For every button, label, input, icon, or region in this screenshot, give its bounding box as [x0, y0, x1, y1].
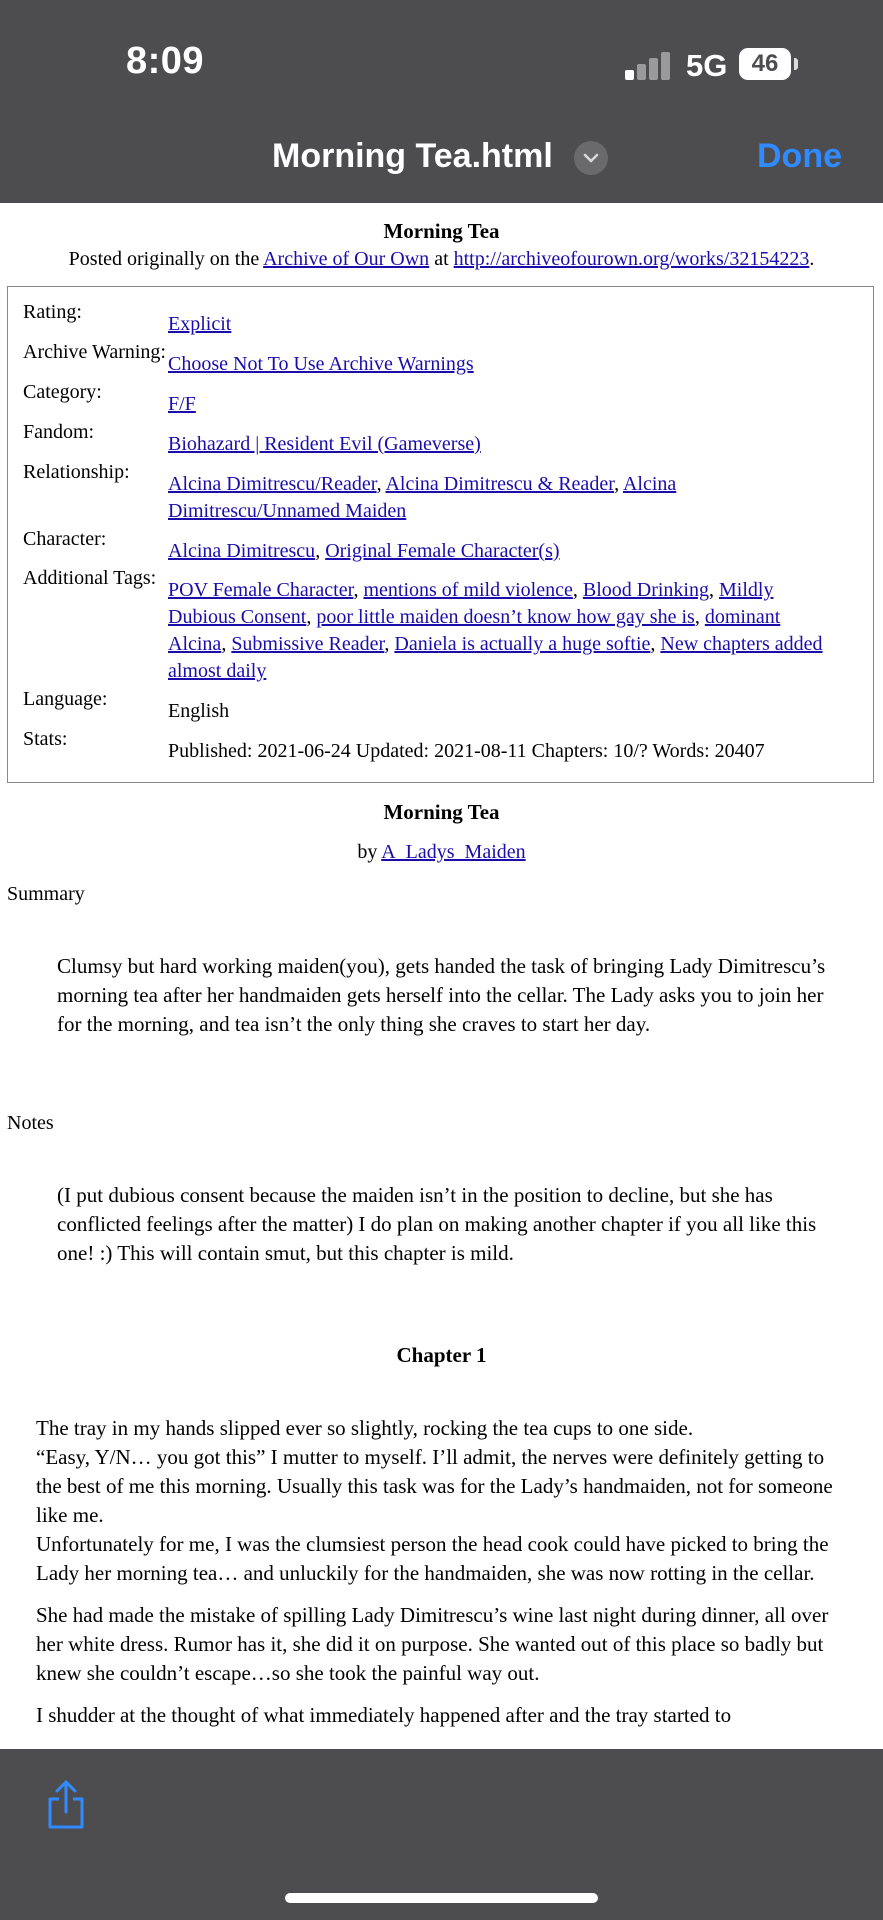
- relationship-link[interactable]: Alcina Dimitrescu/Reader: [168, 473, 377, 495]
- tags-label: Additional Tags:: [23, 567, 157, 589]
- category-label: Category:: [23, 381, 102, 403]
- chapter-heading: Chapter 1: [396, 1343, 487, 1367]
- tag-link[interactable]: mentions of mild violence: [363, 579, 573, 601]
- character-link[interactable]: Original Female Character(s): [325, 540, 560, 562]
- tag-link[interactable]: Mildly Dubious Consent: [168, 579, 774, 628]
- paragraph: The tray in my hands slipped ever so slightly, rocking the tea cups to one side.: [36, 1416, 694, 1440]
- work-title: Morning Tea: [383, 800, 500, 824]
- document-view[interactable]: [0, 203, 883, 1749]
- top-bar: [0, 0, 883, 203]
- tag-link[interactable]: Daniela is actually a huge softie: [394, 633, 651, 655]
- fandom-link[interactable]: Biohazard | Resident Evil (Gameverse): [168, 433, 481, 455]
- rating-label: Rating:: [23, 301, 82, 323]
- share-icon[interactable]: [45, 1779, 87, 1831]
- archive-link[interactable]: Archive of Our Own: [263, 248, 430, 270]
- rating-link[interactable]: Explicit: [168, 313, 232, 335]
- chevron-down-icon: [583, 152, 599, 164]
- home-indicator[interactable]: [285, 1893, 598, 1903]
- fandom-label: Fandom:: [23, 421, 95, 443]
- notes-heading: Notes: [7, 1112, 54, 1134]
- relationship-label: Relationship:: [23, 461, 130, 483]
- posted-line: [0, 248, 883, 271]
- summary-heading: Summary: [7, 883, 85, 905]
- battery-icon: 46: [739, 48, 791, 80]
- character-link[interactable]: Alcina Dimitrescu: [168, 540, 316, 562]
- tag-link[interactable]: POV Female Character: [168, 579, 354, 601]
- category-link[interactable]: F/F: [168, 393, 196, 415]
- done-button[interactable]: Done: [757, 137, 842, 175]
- signal-icon: [625, 50, 671, 80]
- tag-link[interactable]: dominant Alcina: [168, 606, 781, 655]
- page-title: Morning Tea: [383, 219, 500, 243]
- language-label: Language:: [23, 688, 108, 710]
- stats-label: Stats:: [23, 728, 68, 750]
- chapter-body: [36, 1414, 848, 1743]
- work-url-link[interactable]: http://archiveofourown.org/works/32154223: [453, 248, 810, 270]
- tag-link[interactable]: poor little maiden doesn’t know how gay she is: [316, 606, 695, 628]
- status-time: 8:09: [126, 40, 205, 82]
- language-value: English: [168, 700, 230, 722]
- network-type: 5G: [686, 48, 728, 83]
- summary-text: Clumsy but hard working maiden(you), gets handed the task of bringing Lady Dimitrescu’s morning tea after her handmaiden gets herself into the cellar. The Lady asks you to join her for the morning, and tea isn’t the only thing she craves to start her day.: [57, 954, 826, 1036]
- tag-link[interactable]: New chapters added almost daily: [168, 633, 823, 682]
- paragraph: She had made the mistake of spilling Lady Dimitrescu’s wine last night during dinner, all over her white dress. Rumor has it, she did it on purpose. She wanted out of this place so badly but knew she couldn’t escape…so she took the painful way out.: [36, 1603, 829, 1685]
- posted-suffix: .: [809, 248, 815, 270]
- tag-link[interactable]: Blood Drinking: [582, 579, 709, 601]
- paragraph: I shudder at the thought of what immediately happened after and the tray started to: [36, 1703, 732, 1727]
- title-menu-button[interactable]: [574, 141, 608, 175]
- warning-link[interactable]: Choose Not To Use Archive Warnings: [168, 353, 474, 375]
- relationship-link[interactable]: Alcina Dimitrescu & Reader: [385, 473, 615, 495]
- posted-at: at: [434, 248, 449, 270]
- battery-tip: [794, 58, 798, 70]
- notes-text: (I put dubious consent because the maiden isn’t in the position to decline, but she has conflicted feelings after the matter) I do plan on making another chapter if you all like this one! :) This will contain smut, but this chapter is mild.: [57, 1183, 817, 1265]
- byline: [0, 841, 883, 864]
- tag-link[interactable]: Submissive Reader: [231, 633, 385, 655]
- warning-label: Archive Warning:: [23, 341, 166, 363]
- by-label: by: [357, 841, 378, 863]
- relationship-link[interactable]: Alcina Dimitrescu/Unnamed Maiden: [168, 473, 677, 522]
- document-title[interactable]: Morning Tea.html: [272, 137, 553, 175]
- paragraph: “Easy, Y/N… you got this” I mutter to myself. I’ll admit, the nerves were definitely getting to the best of me this morning. Usually this task was for the Lady’s handmaiden, not for someone like me.: [36, 1445, 833, 1527]
- metadata-table: Rating: Explicit Archive Warning: Choose Not To Use Archive Warnings Category: F/F Fandom: Biohazard | Resident Evil (Gameverse) Relationship: Alcina Dimitrescu/Reader, Alcina Dimitrescu & Reader, Alcina Dimitrescu/Unnamed Maiden Character: Alcina Dimitrescu, Original Female Character(s) Additional Tags: POV Female Character, mentions of mild violence, Blood Drinking, Mildly Dubious Consent, poor little maiden doesn’t know how gay she is, dominant Alcina, Submissive Reader, Daniela is actually a huge softie, New chapters added almost daily Language: English Stats: Published: 2021-06-24 Updated: 2021-08-11 Chapters: 10/? Words: 20407: [7, 286, 874, 783]
- paragraph: Unfortunately for me, I was the clumsiest person the head cook could have picked to bring the Lady her morning tea… and unluckily for the handmaiden, she was now rotting in the cellar.: [36, 1532, 829, 1585]
- stats-value: Published: 2021-06-24 Updated: 2021-08-11 Chapters: 10/? Words: 20407: [168, 740, 765, 762]
- posted-prefix: Posted originally on the: [68, 248, 260, 270]
- character-label: Character:: [23, 528, 107, 550]
- author-link[interactable]: A_Ladys_Maiden: [381, 841, 526, 863]
